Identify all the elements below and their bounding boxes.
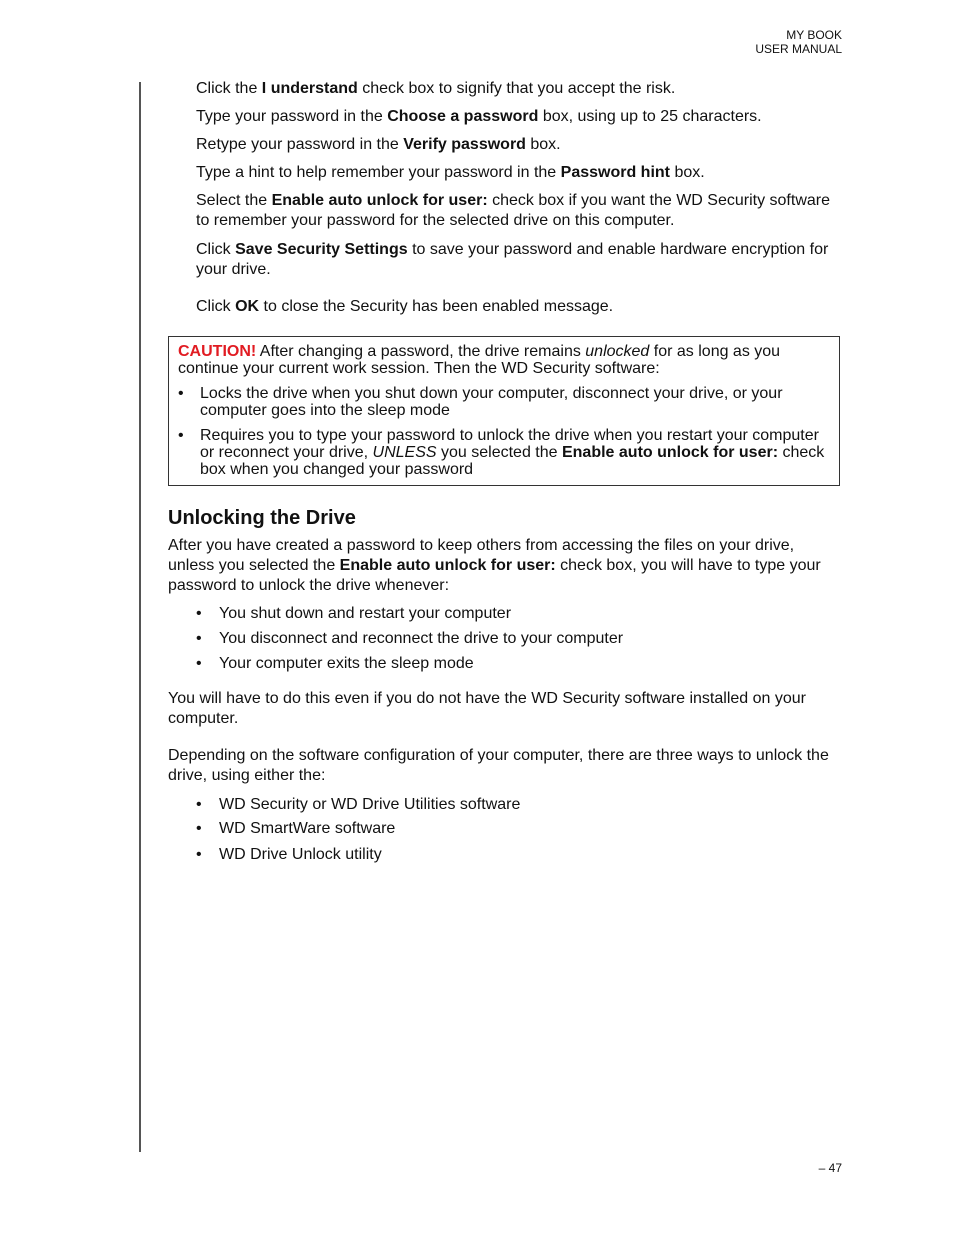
margin-rule — [139, 82, 141, 1152]
step-save-settings: Click Save Security Settings to save your password and enable hardware encryption for your drive. — [196, 241, 829, 278]
running-header — [755, 28, 842, 56]
list-item: • WD SmartWare software — [196, 820, 396, 837]
section-heading: Unlocking the Drive — [168, 507, 356, 529]
caution-label: CAUTION! — [178, 343, 257, 360]
paragraph-three-ways: Depending on the software configuration of your computer, there are three ways to unlock the drive, using either the: — [168, 747, 829, 784]
step-choose-password: Type your password in the Choose a password box, using up to 25 characters. — [196, 108, 762, 125]
list-item: • You shut down and restart your computer — [196, 605, 512, 622]
caution-box — [168, 336, 840, 486]
step-auto-unlock: Select the Enable auto unlock for user: check box if you want the WD Security software to remember your password for the selected drive on this computer. — [196, 192, 830, 229]
step-verify-password: Retype your password in the Verify password box. — [196, 136, 561, 153]
section-intro: After you have created a password to keep others from accessing the files on your drive, unless you selected the Enable auto unlock for user: check box, you will have to type your password to unlock the drive whenever: — [168, 537, 821, 594]
page-number: – 47 — [818, 1161, 842, 1175]
list-item: • Your computer exits the sleep mode — [196, 655, 474, 672]
caution-bullet-requires: • Requires you to type your password to unlock the drive when you restart your computer or reconnect your drive, UNLESS you selected the Enable auto unlock for user: check box when you changed your password — [178, 427, 825, 478]
list-item: • WD Drive Unlock utility — [196, 846, 382, 863]
header-product: MY BOOK — [786, 28, 842, 42]
list-item: • WD Security or WD Drive Utilities software — [196, 796, 521, 813]
step-password-hint: Type a hint to help remember your password in the Password hint box. — [196, 164, 705, 181]
header-doc-type: USER MANUAL — [755, 42, 842, 56]
step-click-ok: Click OK to close the Security has been enabled message. — [196, 298, 614, 315]
step-i-understand: Click the I understand check box to signify that you accept the risk. — [196, 80, 676, 97]
caution-intro: CAUTION! After changing a password, the drive remains unlocked for as long as you continue your current work session. Then the WD Security software: — [178, 343, 781, 377]
caution-bullet-locks: • Locks the drive when you shut down your computer, disconnect your drive, or your computer goes into the sleep mode — [178, 385, 783, 419]
list-item: • You disconnect and reconnect the drive to your computer — [196, 630, 624, 647]
paragraph-software-note: You will have to do this even if you do not have the WD Security software installed on your computer. — [168, 690, 806, 727]
